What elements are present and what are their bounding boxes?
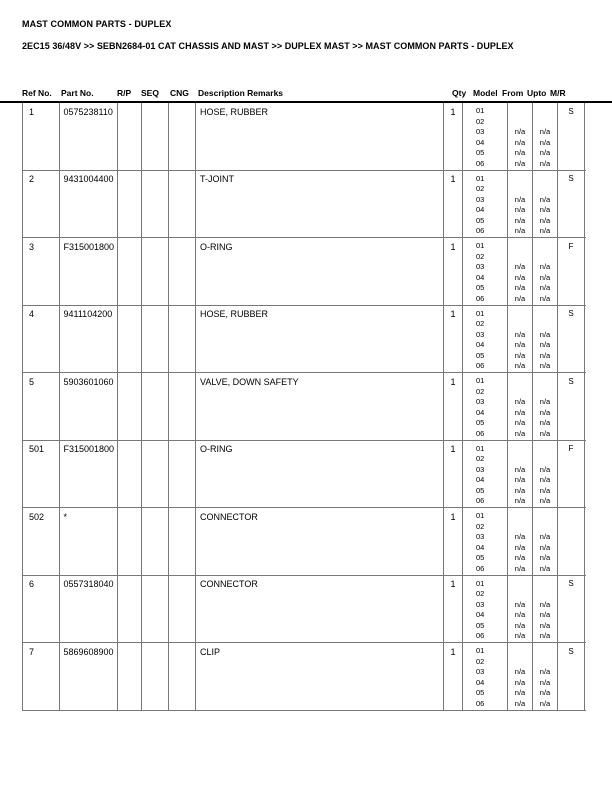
rp-cell [118, 171, 142, 238]
upto-line: n/a [539, 428, 551, 438]
col-header-upto: Upto [527, 88, 547, 98]
model-line: 01 [476, 511, 485, 520]
model-line: 03 [476, 532, 485, 541]
upto-line: n/a [539, 667, 551, 676]
rp-cell [118, 373, 142, 440]
col-header-from: From [502, 88, 524, 98]
from-line: n/a [514, 158, 526, 168]
model-cell [463, 576, 508, 643]
model-line: 04 [476, 475, 485, 484]
from-cell [508, 171, 533, 238]
from-line: n/a [514, 137, 526, 147]
table-row [22, 576, 586, 644]
from-line [508, 184, 532, 195]
col-header-qty: Qty [452, 88, 467, 98]
cng-cell [169, 441, 196, 508]
model-line: 06 [476, 361, 485, 370]
model-line: 06 [476, 428, 485, 438]
rp-cell [118, 576, 142, 643]
upto-line [533, 589, 557, 600]
upto-line: n/a [539, 485, 551, 495]
upto-line: n/a [539, 631, 551, 640]
from-line [508, 252, 532, 263]
part-no-cell: 9431004400 [60, 171, 118, 238]
col-header-model: Model [473, 88, 498, 98]
rp-cell [118, 103, 142, 170]
upto-line [533, 657, 557, 668]
from-line: n/a [514, 293, 526, 303]
rp-cell [118, 238, 142, 305]
from-line: n/a [514, 329, 526, 339]
from-line [508, 309, 532, 320]
model-line: 05 [476, 283, 485, 292]
from-line [508, 522, 532, 533]
from-line: n/a [514, 361, 526, 370]
rp-cell [118, 508, 142, 575]
model-line: 06 [476, 631, 485, 640]
upto-line: n/a [539, 329, 551, 339]
from-line: n/a [514, 272, 526, 282]
upto-line: n/a [539, 215, 551, 225]
upto-line: n/a [539, 407, 551, 417]
col-header-description: Description Remarks [198, 88, 284, 98]
upto-line: n/a [539, 532, 551, 541]
model-line: 06 [476, 158, 485, 168]
from-line: n/a [514, 428, 526, 438]
table-row [22, 373, 586, 441]
table-row [22, 238, 586, 306]
cng-cell [169, 373, 196, 440]
ref-no-cell: 6 [22, 576, 60, 643]
breadcrumb: 2EC15 36/48V >> SEBN2684-01 CAT CHASSIS AND MAST >> DUPLEX MAST >> MAST COMMON PARTS - DUPLEX [22, 41, 514, 51]
upto-line: n/a [539, 599, 551, 609]
qty-cell: 1 [444, 171, 463, 238]
model-cell [463, 171, 508, 238]
qty-cell: 1 [444, 643, 463, 710]
model-line: 03 [476, 464, 485, 474]
model-line: 06 [476, 563, 485, 573]
cng-cell [169, 103, 196, 170]
model-line: 01 [476, 578, 485, 588]
upto-line: n/a [539, 205, 551, 214]
from-line: n/a [514, 475, 526, 484]
from-line [508, 589, 532, 600]
ref-no-cell: 5 [22, 373, 60, 440]
from-line: n/a [514, 610, 526, 619]
col-header-cng: CNG [170, 88, 189, 98]
model-line: 03 [476, 329, 485, 339]
table-row [22, 171, 586, 239]
part-no-cell: 5869608900 [60, 643, 118, 710]
upto-line [533, 319, 557, 330]
upto-line: n/a [539, 464, 551, 474]
model-line: 04 [476, 272, 485, 282]
model-line: 02 [476, 656, 485, 666]
upto-line: n/a [539, 148, 551, 157]
from-cell [508, 441, 533, 508]
from-cell [508, 103, 533, 170]
upto-line: n/a [539, 361, 551, 370]
model-line: 03 [476, 262, 485, 271]
upto-line: n/a [539, 272, 551, 282]
from-line: n/a [514, 496, 526, 505]
model-line: 03 [476, 667, 485, 676]
upto-line [533, 117, 557, 128]
from-line [508, 117, 532, 128]
ref-no-cell: 3 [22, 238, 60, 305]
model-line: 02 [476, 589, 485, 598]
model-line: 06 [476, 226, 485, 235]
from-line: n/a [514, 283, 526, 292]
model-line: 01 [476, 308, 485, 318]
from-line: n/a [514, 340, 526, 349]
from-line: n/a [514, 620, 526, 630]
from-line [508, 511, 532, 522]
description-cell: HOSE, RUBBER [196, 306, 444, 373]
upto-cell [533, 238, 558, 305]
from-line: n/a [514, 563, 526, 573]
upto-line [533, 444, 557, 455]
model-line: 01 [476, 106, 485, 115]
upto-line: n/a [539, 620, 551, 630]
upto-line [533, 646, 557, 657]
from-line [508, 454, 532, 465]
model-line: 06 [476, 698, 485, 708]
cng-cell [169, 171, 196, 238]
from-line: n/a [514, 599, 526, 609]
model-line: 01 [476, 173, 485, 183]
from-line: n/a [514, 397, 526, 406]
from-line [508, 657, 532, 668]
model-line: 02 [476, 386, 485, 396]
from-line: n/a [514, 350, 526, 360]
qty-cell: 1 [444, 576, 463, 643]
upto-cell [533, 643, 558, 710]
model-line: 01 [476, 646, 485, 655]
upto-cell [533, 103, 558, 170]
model-line: 05 [476, 553, 485, 562]
part-no-cell: 0557318040 [60, 576, 118, 643]
mr-cell: S [558, 576, 585, 643]
qty-cell: 1 [444, 238, 463, 305]
upto-line [533, 241, 557, 252]
ref-no-cell: 2 [22, 171, 60, 238]
model-line: 04 [476, 137, 485, 147]
description-cell: CONNECTOR [196, 508, 444, 575]
upto-line: n/a [539, 610, 551, 619]
upto-line: n/a [539, 496, 551, 505]
from-line: n/a [514, 215, 526, 225]
col-header-seq: SEQ [141, 88, 159, 98]
cng-cell [169, 238, 196, 305]
upto-line [533, 522, 557, 533]
from-line [508, 376, 532, 387]
from-cell [508, 306, 533, 373]
model-line: 05 [476, 620, 485, 630]
seq-cell [142, 373, 170, 440]
description-cell: T-JOINT [196, 171, 444, 238]
from-line [508, 174, 532, 185]
model-line: 02 [476, 454, 485, 463]
upto-line [533, 309, 557, 320]
from-line: n/a [514, 631, 526, 640]
model-line: 01 [476, 241, 485, 250]
upto-line: n/a [539, 475, 551, 484]
upto-line: n/a [539, 698, 551, 708]
part-no-cell: 0575238110 [60, 103, 118, 170]
mr-cell: S [558, 306, 585, 373]
upto-cell [533, 441, 558, 508]
from-line: n/a [514, 148, 526, 157]
from-line [508, 387, 532, 398]
mr-cell: S [558, 373, 585, 440]
model-line: 06 [476, 293, 485, 303]
part-no-cell: 5903601060 [60, 373, 118, 440]
model-line: 01 [476, 376, 485, 385]
model-line: 06 [476, 496, 485, 505]
col-header-rp: R/P [117, 88, 132, 98]
upto-line: n/a [539, 194, 551, 204]
seq-cell [142, 508, 170, 575]
ref-no-cell: 7 [22, 643, 60, 710]
from-line [508, 579, 532, 590]
upto-line [533, 387, 557, 398]
part-no-cell: * [60, 508, 118, 575]
upto-line: n/a [539, 293, 551, 303]
from-line: n/a [514, 532, 526, 541]
parts-table [22, 103, 586, 711]
model-line: 05 [476, 485, 485, 495]
from-line: n/a [514, 485, 526, 495]
model-line: 03 [476, 127, 485, 136]
part-no-cell: F315001800 [60, 238, 118, 305]
from-line: n/a [514, 418, 526, 427]
mr-cell: S [558, 171, 585, 238]
model-line: 05 [476, 148, 485, 157]
model-line: 01 [476, 443, 485, 453]
from-line: n/a [514, 262, 526, 271]
upto-line [533, 454, 557, 465]
from-line: n/a [514, 194, 526, 204]
qty-cell: 1 [444, 306, 463, 373]
ref-no-cell: 501 [22, 441, 60, 508]
from-line: n/a [514, 542, 526, 552]
model-line: 02 [476, 521, 485, 531]
seq-cell [142, 643, 170, 710]
model-cell [463, 103, 508, 170]
upto-cell [533, 373, 558, 440]
upto-line [533, 579, 557, 590]
seq-cell [142, 576, 170, 643]
from-line: n/a [514, 226, 526, 235]
table-row [22, 103, 586, 171]
model-cell [463, 441, 508, 508]
from-line: n/a [514, 667, 526, 676]
ref-no-cell: 4 [22, 306, 60, 373]
description-cell: CONNECTOR [196, 576, 444, 643]
model-line: 04 [476, 542, 485, 552]
from-line: n/a [514, 464, 526, 474]
from-cell [508, 238, 533, 305]
from-line [508, 319, 532, 330]
upto-line: n/a [539, 158, 551, 168]
rp-cell [118, 441, 142, 508]
upto-line: n/a [539, 688, 551, 697]
col-header-part-no: Part No. [61, 88, 94, 98]
upto-cell [533, 306, 558, 373]
rp-cell [118, 306, 142, 373]
cng-cell [169, 508, 196, 575]
seq-cell [142, 441, 170, 508]
model-line: 04 [476, 610, 485, 619]
ref-no-cell: 502 [22, 508, 60, 575]
mr-cell: F [558, 441, 585, 508]
upto-line: n/a [539, 283, 551, 292]
from-line: n/a [514, 127, 526, 136]
upto-line: n/a [539, 397, 551, 406]
part-no-cell: 9411104200 [60, 306, 118, 373]
upto-cell [533, 576, 558, 643]
qty-cell: 1 [444, 508, 463, 575]
upto-line [533, 376, 557, 387]
mr-cell: F [558, 238, 585, 305]
mr-cell: S [558, 643, 585, 710]
table-row [22, 643, 586, 711]
from-cell [508, 643, 533, 710]
model-line: 02 [476, 319, 485, 328]
mr-cell: S [558, 103, 585, 170]
model-line: 04 [476, 340, 485, 349]
upto-line: n/a [539, 127, 551, 136]
upto-line: n/a [539, 563, 551, 573]
from-line: n/a [514, 677, 526, 687]
page-title: MAST COMMON PARTS - DUPLEX [22, 19, 172, 29]
from-line: n/a [514, 698, 526, 708]
upto-line [533, 511, 557, 522]
upto-line: n/a [539, 226, 551, 235]
cng-cell [169, 306, 196, 373]
upto-line: n/a [539, 553, 551, 562]
model-cell [463, 373, 508, 440]
cng-cell [169, 576, 196, 643]
model-cell [463, 508, 508, 575]
upto-cell [533, 171, 558, 238]
model-line: 03 [476, 397, 485, 406]
upto-line: n/a [539, 677, 551, 687]
from-cell [508, 373, 533, 440]
upto-line: n/a [539, 418, 551, 427]
upto-cell [533, 508, 558, 575]
upto-line: n/a [539, 542, 551, 552]
model-line: 02 [476, 184, 485, 193]
model-line: 04 [476, 205, 485, 214]
table-row [22, 306, 586, 374]
from-line [508, 106, 532, 117]
from-cell [508, 576, 533, 643]
from-line: n/a [514, 553, 526, 562]
model-line: 03 [476, 194, 485, 204]
model-line: 05 [476, 215, 485, 225]
description-cell: VALVE, DOWN SAFETY [196, 373, 444, 440]
from-line [508, 646, 532, 657]
seq-cell [142, 238, 170, 305]
model-cell [463, 306, 508, 373]
seq-cell [142, 306, 170, 373]
upto-line: n/a [539, 340, 551, 349]
upto-line: n/a [539, 262, 551, 271]
from-line [508, 241, 532, 252]
col-header-mr: M/R [550, 88, 566, 98]
model-cell [463, 643, 508, 710]
from-line [508, 444, 532, 455]
mr-cell [558, 508, 585, 575]
from-cell [508, 508, 533, 575]
model-cell [463, 238, 508, 305]
table-row [22, 441, 586, 509]
upto-line [533, 174, 557, 185]
seq-cell [142, 103, 170, 170]
model-line: 05 [476, 688, 485, 697]
upto-line [533, 252, 557, 263]
qty-cell: 1 [444, 441, 463, 508]
upto-line [533, 106, 557, 117]
description-cell: HOSE, RUBBER [196, 103, 444, 170]
description-cell: O-RING [196, 238, 444, 305]
part-no-cell: F315001800 [60, 441, 118, 508]
qty-cell: 1 [444, 373, 463, 440]
qty-cell: 1 [444, 103, 463, 170]
upto-line: n/a [539, 137, 551, 147]
seq-cell [142, 171, 170, 238]
cng-cell [169, 643, 196, 710]
model-line: 02 [476, 116, 485, 126]
model-line: 02 [476, 251, 485, 261]
model-line: 03 [476, 599, 485, 609]
rp-cell [118, 643, 142, 710]
model-line: 04 [476, 407, 485, 417]
col-header-ref-no: Ref No. [22, 88, 52, 98]
model-line: 04 [476, 677, 485, 687]
model-line: 05 [476, 418, 485, 427]
upto-line [533, 184, 557, 195]
from-line: n/a [514, 407, 526, 417]
ref-no-cell: 1 [22, 103, 60, 170]
table-column-headers [0, 88, 612, 100]
description-cell: CLIP [196, 643, 444, 710]
upto-line: n/a [539, 350, 551, 360]
from-line: n/a [514, 688, 526, 697]
model-line: 05 [476, 350, 485, 360]
description-cell: O-RING [196, 441, 444, 508]
from-line: n/a [514, 205, 526, 214]
table-row [22, 508, 586, 576]
